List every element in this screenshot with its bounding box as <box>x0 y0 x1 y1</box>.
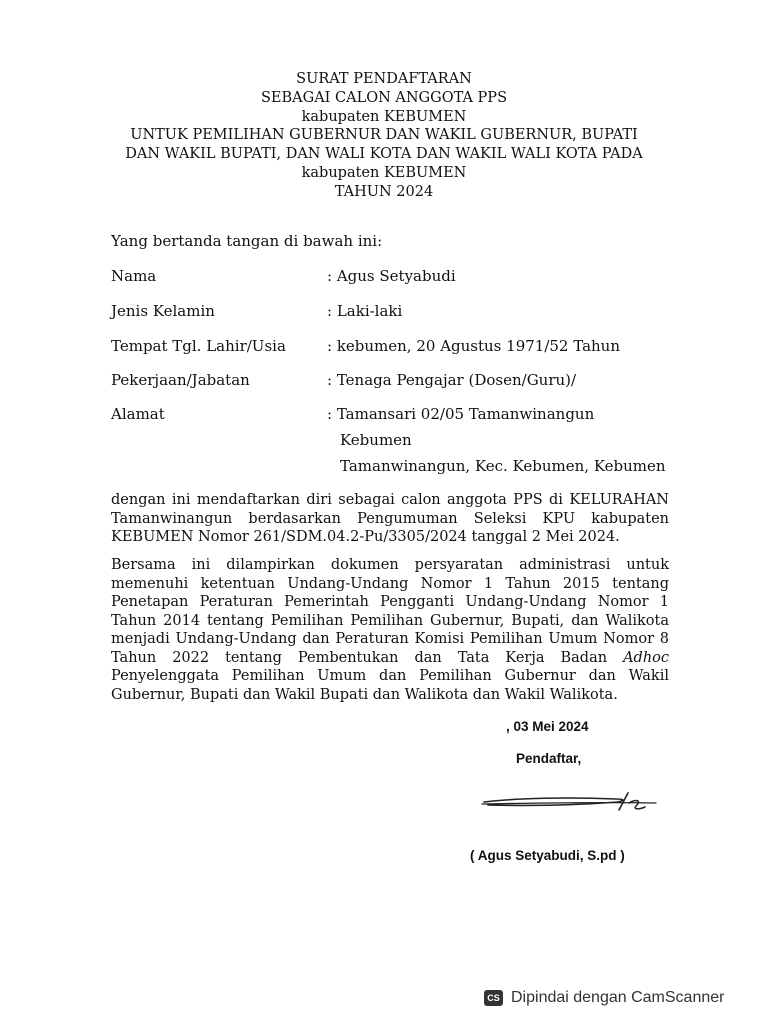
jenis-kelamin-value: : Laki-laki <box>327 302 403 320</box>
alamat-line-3: Tamanwinangun, Kec. Kebumen, Kebumen <box>340 457 666 475</box>
nama-value: : Agus Setyabudi <box>327 267 456 285</box>
adhoc-italic: Adhoc <box>623 649 670 666</box>
paragraph-line: Tahun 2014 tentang Pemilihan Pemilihan Gubernur, Bupati, dan Walikota <box>111 612 669 629</box>
paragraph-line: memenuhi ketentuan Undang-Undang Nomor 1 Tahun 2015 tentang <box>111 575 669 592</box>
alamat-line-2: Kebumen <box>340 431 412 449</box>
paragraph-line: menjadi Undang-Undang dan Peraturan Komisi Pemilihan Umum Nomor 8 <box>111 631 669 647</box>
camscanner-watermark <box>484 986 724 1010</box>
paragraph-registration <box>111 491 669 547</box>
title-line: TAHUN 2024 <box>334 183 434 200</box>
ttl-value: : kebumen, 20 Agustus 1971/52 Tahun <box>327 337 620 355</box>
pekerjaan-label: Pekerjaan/Jabatan <box>111 371 250 389</box>
alamat-label: Alamat <box>111 405 165 423</box>
paragraph-line: Gubernur, Bupati dan Wakil Bupati dan Walikota dan Wakil Walikota. <box>111 686 618 703</box>
title-line: SURAT PENDAFTARAN <box>296 71 472 87</box>
paragraph-text: Tahun 2022 tentang Pembentukan dan Tata Kerja Badan <box>111 649 608 666</box>
alamat-value: : Tamansari 02/05 Tamanwinangun <box>327 405 595 423</box>
title-line: kabupaten KEBUMEN <box>301 164 467 181</box>
intro-text: Yang bertanda tangan di bawah ini: <box>111 232 383 250</box>
paragraph-line: KEBUMEN Nomor 261/SDM.04.2-Pu/3305/2024 tanggal 2 Mei 2024. <box>111 529 620 545</box>
nama-label: Nama <box>111 267 157 285</box>
paragraph-line: dengan ini mendaftarkan diri sebagai calon anggota PPS di KELURAHAN <box>111 492 669 508</box>
paragraph-line: Penyelenggata Pemilihan Umum dan Pemilihan Gubernur dan Wakil <box>111 668 669 684</box>
title-line: UNTUK PEMILIHAN GUBERNUR DAN WAKIL GUBERNUR, BUPATI <box>130 127 638 144</box>
paragraph-line: Bersama ini dilampirkan dokumen persyaratan administrasi untuk <box>111 557 669 573</box>
letter-date: , 03 Mei 2024 <box>506 719 589 734</box>
paragraph-line: Tamanwinangun berdasarkan Pengumuman Seleksi KPU kabupaten <box>111 510 669 527</box>
title-line: kabupaten KEBUMEN <box>301 108 467 125</box>
pekerjaan-value: : Tenaga Pengajar (Dosen/Guru)/ <box>327 371 577 389</box>
jenis-kelamin-label: Jenis Kelamin <box>111 302 215 320</box>
paragraph-attachments <box>111 556 669 704</box>
signer-name: ( Agus Setyabudi, S.pd ) <box>470 848 625 863</box>
handwritten-signature <box>478 783 668 823</box>
camscanner-logo-icon: CS <box>484 990 503 1006</box>
title-line: SEBAGAI CALON ANGGOTA PPS <box>260 89 508 106</box>
paragraph-line: Penetapan Peraturan Pemerintah Pengganti Undang-Undang Nomor 1 <box>111 594 669 610</box>
paragraph-line <box>111 649 669 668</box>
pendaftar-label: Pendaftar, <box>516 751 582 766</box>
camscanner-label: Dipindai dengan CamScanner <box>511 989 725 1006</box>
document-title <box>0 70 768 202</box>
title-line: DAN WAKIL BUPATI, DAN WALI KOTA DAN WAKIL WALI KOTA PADA <box>125 146 643 163</box>
ttl-label: Tempat Tgl. Lahir/Usia <box>111 337 286 355</box>
